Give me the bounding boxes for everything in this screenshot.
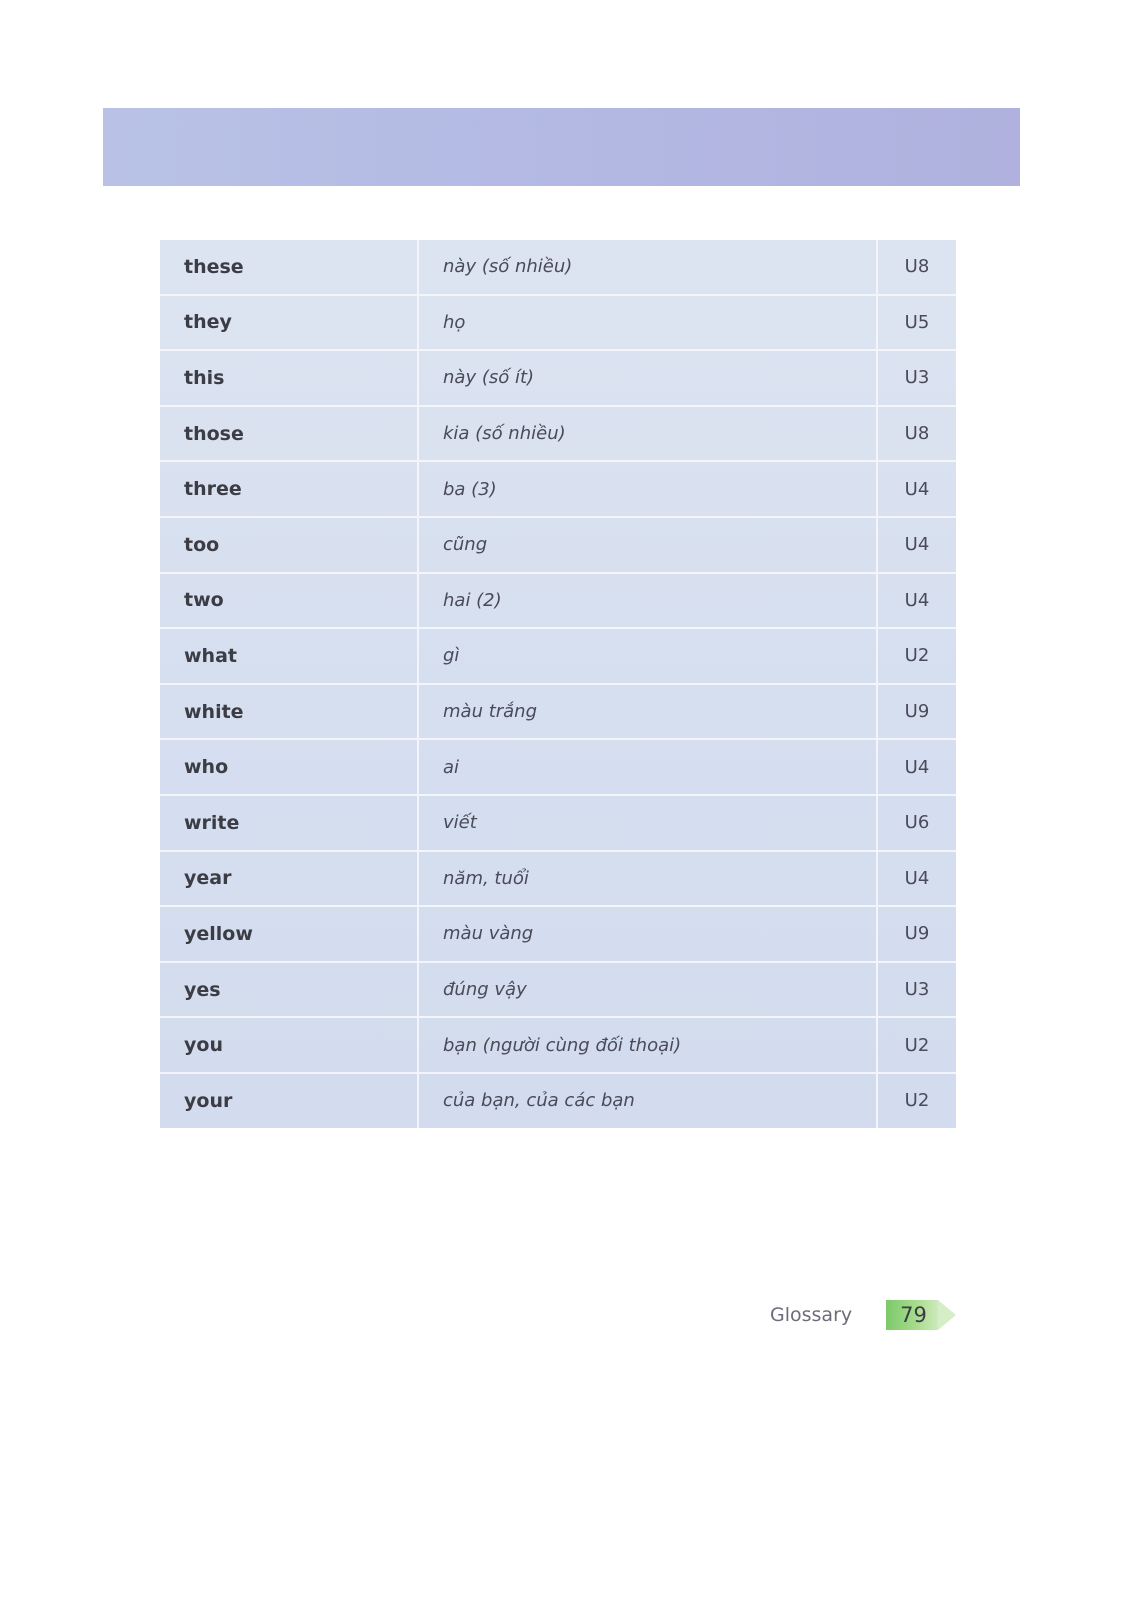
table-row	[160, 573, 956, 629]
glossary-meaning: này (số nhiều)	[418, 240, 877, 295]
glossary-unit: U4	[877, 517, 956, 573]
glossary-word: this	[160, 350, 418, 406]
table-row	[160, 684, 956, 740]
footer-section-label: Glossary	[770, 1304, 853, 1326]
glossary-meaning: ai	[418, 739, 877, 795]
glossary-meaning: màu trắng	[418, 684, 877, 740]
header-band	[103, 108, 1020, 186]
table-row	[160, 962, 956, 1018]
glossary-unit: U3	[877, 350, 956, 406]
glossary-table	[160, 240, 956, 1128]
table-row	[160, 295, 956, 351]
glossary-meaning: gì	[418, 628, 877, 684]
glossary-unit: U4	[877, 573, 956, 629]
glossary-meaning: cũng	[418, 517, 877, 573]
glossary-word: three	[160, 461, 418, 517]
glossary-meaning: năm, tuổi	[418, 851, 877, 907]
glossary-unit: U3	[877, 962, 956, 1018]
glossary-meaning: đúng vậy	[418, 962, 877, 1018]
table-row	[160, 851, 956, 907]
glossary-meaning: màu vàng	[418, 906, 877, 962]
glossary-meaning: kia (số nhiều)	[418, 406, 877, 462]
glossary-word: what	[160, 628, 418, 684]
table-row	[160, 906, 956, 962]
table-row	[160, 517, 956, 573]
glossary-meaning: họ	[418, 295, 877, 351]
glossary-word: write	[160, 795, 418, 851]
glossary-meaning: hai (2)	[418, 573, 877, 629]
glossary-unit: U9	[877, 906, 956, 962]
glossary-word: your	[160, 1073, 418, 1128]
glossary-unit: U8	[877, 406, 956, 462]
glossary-word: who	[160, 739, 418, 795]
glossary-word: too	[160, 517, 418, 573]
glossary-word: they	[160, 295, 418, 351]
glossary-word: yellow	[160, 906, 418, 962]
table-row	[160, 350, 956, 406]
table-row	[160, 1073, 956, 1128]
table-row	[160, 461, 956, 517]
glossary-word: year	[160, 851, 418, 907]
glossary-unit: U4	[877, 851, 956, 907]
glossary-meaning: này (số ít)	[418, 350, 877, 406]
page-number-tab	[886, 1300, 938, 1330]
glossary-meaning: ba (3)	[418, 461, 877, 517]
page-footer	[770, 1298, 938, 1332]
glossary-unit: U4	[877, 739, 956, 795]
glossary-unit: U5	[877, 295, 956, 351]
glossary-word: these	[160, 240, 418, 295]
table-row	[160, 406, 956, 462]
table-row	[160, 795, 956, 851]
glossary-word: you	[160, 1017, 418, 1073]
glossary-unit: U6	[877, 795, 956, 851]
table-row	[160, 240, 956, 295]
glossary-word: two	[160, 573, 418, 629]
glossary-meaning: của bạn, của các bạn	[418, 1073, 877, 1128]
glossary-unit: U2	[877, 1017, 956, 1073]
glossary-unit: U8	[877, 240, 956, 295]
table-row	[160, 628, 956, 684]
table-row	[160, 739, 956, 795]
glossary-meaning: bạn (người cùng đối thoại)	[418, 1017, 877, 1073]
glossary-unit: U2	[877, 628, 956, 684]
glossary-word: those	[160, 406, 418, 462]
page-number: 79	[900, 1303, 927, 1327]
glossary-unit: U9	[877, 684, 956, 740]
glossary-unit: U4	[877, 461, 956, 517]
glossary-body	[160, 240, 956, 1128]
glossary-word: white	[160, 684, 418, 740]
glossary-word: yes	[160, 962, 418, 1018]
glossary-meaning: viết	[418, 795, 877, 851]
table-row	[160, 1017, 956, 1073]
glossary-unit: U2	[904, 1090, 930, 1112]
